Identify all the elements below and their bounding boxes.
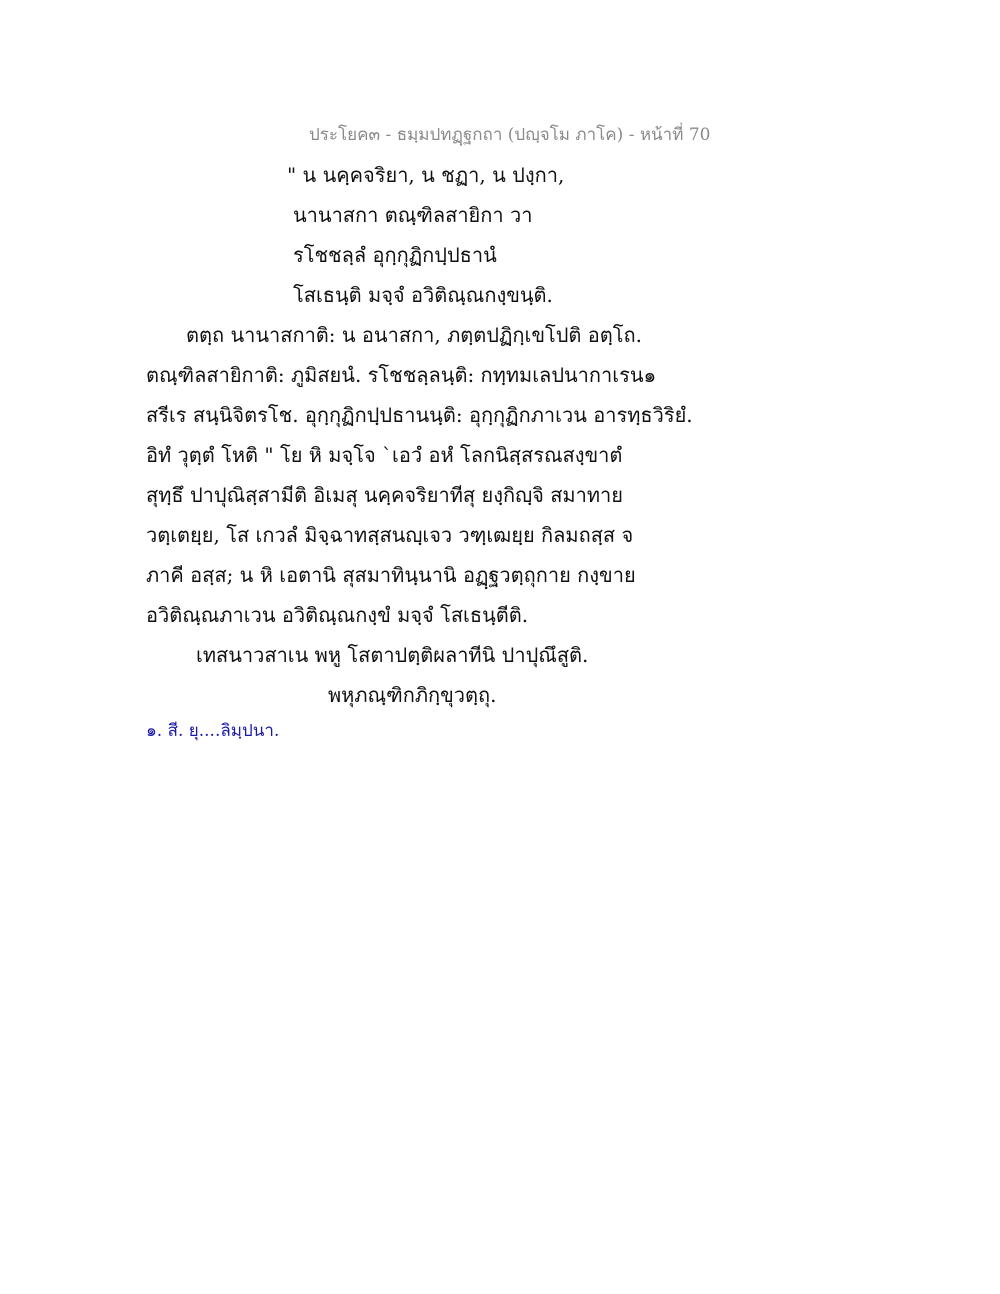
body-line-4: อิทํ วุตฺตํ โหติ " โย หิ มจฺโจ `เอวํ อหํ โลกนิสฺสรณสงฺขาตํ bbox=[146, 443, 623, 467]
body-line-1: ตตฺถ นานาสกาติ: น อนาสกา, ภตฺตปฏิกฺเขโปติ อตฺโถ. bbox=[186, 323, 642, 347]
body-line-7: ภาคี อสฺส; น หิ เอตานิ สุสมาทินฺนานิ อฏฺฐวตฺถุกาย กงฺขาย bbox=[146, 563, 636, 587]
body-line-2: ตณฺฑิลสายิกาติ: ภูมิสยนํ. รโชชลฺลนฺติ: กทฺทมเลปนากาเรน๑ bbox=[146, 363, 657, 387]
body-line-5: สุทฺธึ ปาปุณิสฺสามีติ อิเมสุ นคฺคจริยาทีสุ ยงฺกิญฺจิ สมาทาย bbox=[146, 483, 623, 507]
verse-line-2: นานาสกา ตณฺฑิลสายิกา วา bbox=[293, 203, 533, 227]
verse-line-4: โสเธนฺติ มจฺจํ อวิติณฺณกงฺขนฺติ. bbox=[293, 283, 553, 307]
verse-line-1: " น นคฺคจริยา, น ชฏา, น ปงฺกา, bbox=[287, 163, 565, 187]
body-line-9: เทสนาวสาเน พหู โสตาปตฺติผลาทีนิ ปาปุณึสูติ. bbox=[196, 643, 589, 667]
verse-line-3: รโชชลฺลํ อุกฺกุฏิกปฺปธานํ bbox=[293, 243, 497, 267]
body-line-6: วตฺเตยฺย, โส เกวลํ มิจฺฉาทสฺสนญฺเจว วฑฺเฒยฺย กิลมถสฺส จ bbox=[146, 523, 634, 547]
story-title: พหุภณฺฑิกภิกฺขุวตฺถุ. bbox=[328, 683, 497, 707]
page-header: ประโยค๓ - ธมฺมปทฏฺฐกถา (ปญฺจโม ภาโค) - หน้าที่ 70 bbox=[309, 125, 711, 145]
body-line-3: สรีเร สนฺนิจิตรโช. อุกฺกุฏิกปฺปธานนฺติ: อุกฺกุฏิกภาเวน อารทฺธวิริยํ. bbox=[146, 403, 693, 427]
body-line-8: อวิติณฺณภาเวน อวิติณฺณกงฺขํ มจฺจํ โสเธนฺตีติ. bbox=[146, 603, 529, 627]
footnote: ๑. สี. ยุ....ลิมฺปนา. bbox=[146, 721, 280, 741]
